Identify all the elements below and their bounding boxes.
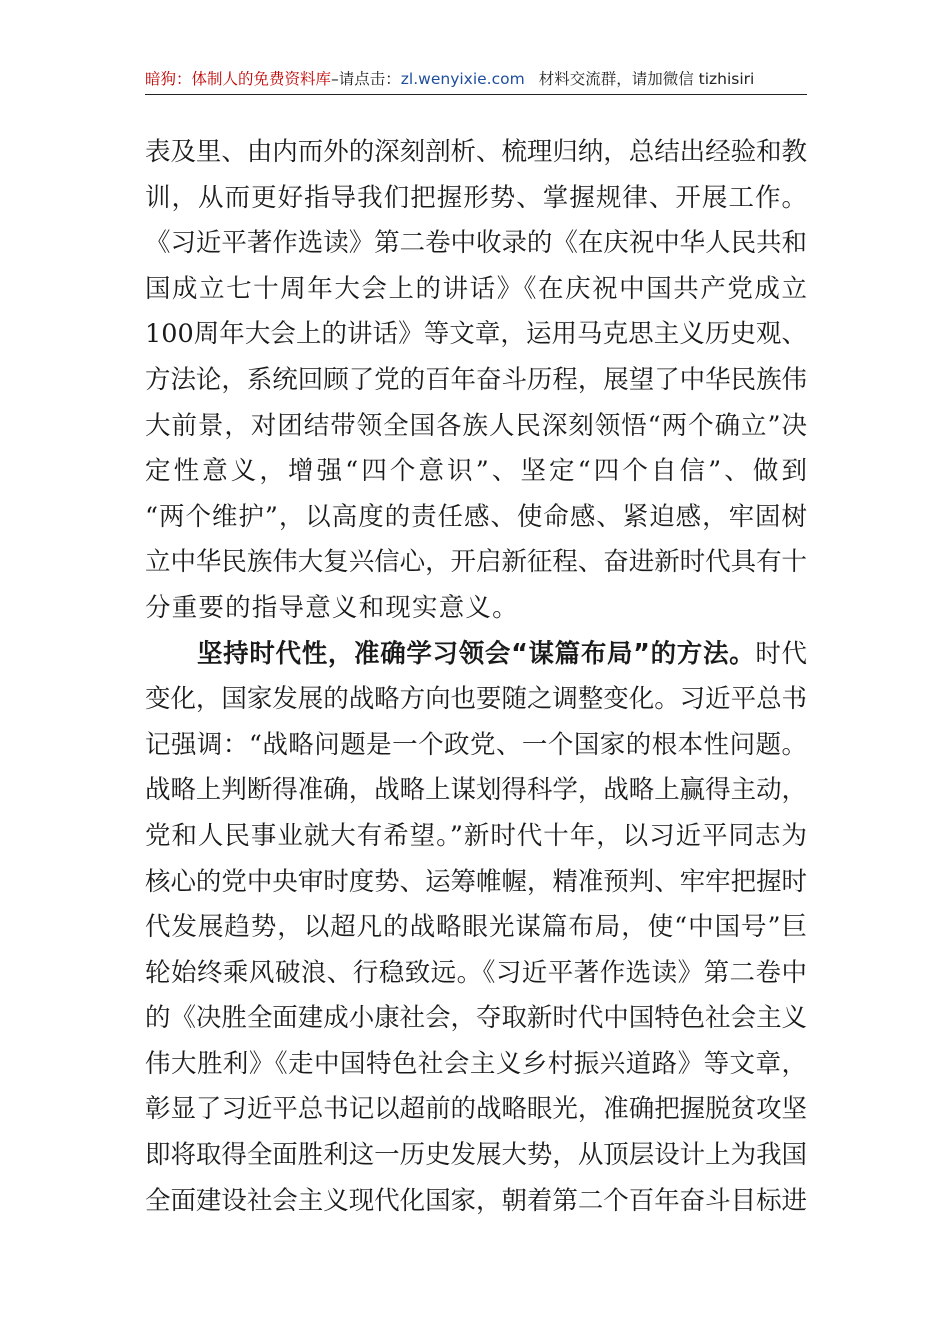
text-line: 定性意义，增强“四个意识”、坚定“四个自信”、做到 bbox=[145, 456, 807, 487]
text-line: 表及里、由内而外的深刻剖析、梳理归纳，总结出经验和教 bbox=[145, 137, 807, 167]
text-line: 即将取得全面胜利这一历史发展大势，从顶层设计上为我国 bbox=[145, 1140, 807, 1171]
text-line: 国成立七十周年大会上的讲话》《在庆祝中国共产党成立 bbox=[145, 273, 807, 304]
text-line: 记强调：“战略问题是一个政党、一个国家的根本性问题。 bbox=[145, 729, 807, 760]
text-line: 轮始终乘风破浪、行稳致远。《习近平著作选读》第二卷中 bbox=[145, 957, 807, 988]
text-line: 党和人民事业就大有希望。”新时代十年，以习近平同志为 bbox=[145, 820, 807, 851]
text-line: 《习近平著作选读》第二卷中收录的《在庆祝中华人民共和 bbox=[145, 228, 807, 259]
text-line: 训，从而更好指导我们把握形势、掌握规律、开展工作。 bbox=[145, 182, 807, 213]
text-line: 分重要的指导意义和现实意义。 bbox=[145, 592, 519, 623]
text-line: 战略上判断得准确，战略上谋划得科学，战略上赢得主动， bbox=[145, 775, 807, 806]
page-header bbox=[145, 66, 807, 95]
header-note: 材料交流群，请加微信 tizhisiri bbox=[538, 70, 755, 88]
text-line: 方法论，系统回顾了党的百年奋斗历程，展望了中华民族伟 bbox=[145, 364, 807, 395]
text-line: 的《决胜全面建成小康社会，夺取新时代中国特色社会主义 bbox=[145, 1003, 807, 1034]
paragraph-heading-line bbox=[145, 632, 807, 678]
heading-line-rest: 时代 bbox=[755, 638, 807, 669]
text-line: 核心的党中央审时度势、运筹帷幄，精准预判、牢牢把握时 bbox=[145, 866, 807, 897]
text-line: 100周年大会上的讲话》等文章，运用马克思主义历史观、 bbox=[145, 319, 807, 350]
body-text bbox=[145, 130, 807, 1224]
text-line: 伟大胜利》《走中国特色社会主义乡村振兴道路》等文章， bbox=[145, 1048, 807, 1079]
header-brand: 暗狗：体制人的免费资料库 bbox=[145, 70, 332, 88]
header-click-label: –请点击： bbox=[331, 70, 401, 88]
paragraph-heading: 坚持时代性，准确学习领会“谋篇布局”的方法。 bbox=[197, 638, 756, 669]
text-line: “两个维护”，以高度的责任感、使命感、紧迫感，牢固树 bbox=[145, 501, 807, 532]
text-line: 立中华民族伟大复兴信心，开启新征程、奋进新时代具有十 bbox=[145, 547, 807, 578]
text-line: 变化，国家发展的战略方向也要随之调整变化。习近平总书 bbox=[145, 684, 807, 715]
header-link[interactable]: zl.wenyixie.com bbox=[400, 70, 525, 88]
text-line: 彰显了习近平总书记以超前的战略眼光，准确把握脱贫攻坚 bbox=[145, 1094, 807, 1125]
text-line: 代发展趋势，以超凡的战略眼光谋篇布局，使“中国号”巨 bbox=[145, 912, 807, 943]
text-line: 大前景，对团结带领全国各族人民深刻领悟“两个确立”决 bbox=[145, 410, 807, 441]
text-line: 全面建设社会主义现代化国家，朝着第二个百年奋斗目标进 bbox=[145, 1185, 807, 1216]
